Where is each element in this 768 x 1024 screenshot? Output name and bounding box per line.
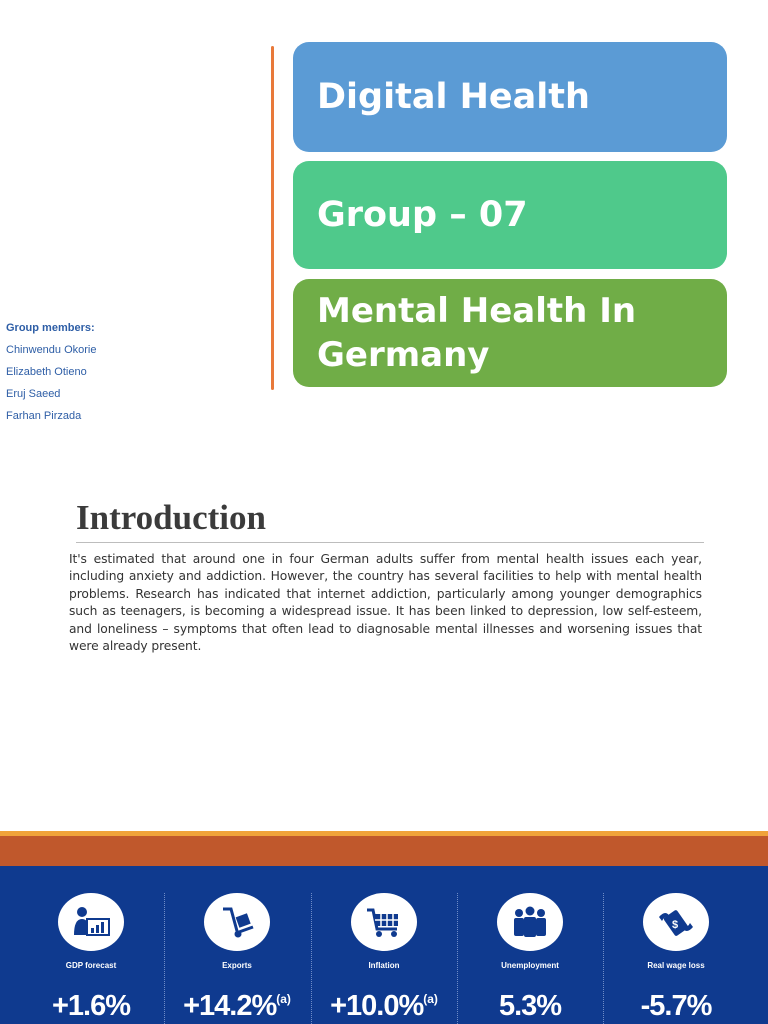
title-box-text-line2: Germany (317, 335, 490, 375)
group-members-heading: Group members: (6, 322, 95, 334)
kpi-label: Real wage loss (647, 961, 705, 970)
kpi-value: +14.2%$^{(a)}$ (183, 990, 291, 1022)
kpi-footnote: (a) (423, 992, 438, 1006)
kpi-real-wage-loss (603, 866, 749, 1024)
title-box-group (293, 161, 727, 269)
title-box-text: Group – 07 (317, 195, 528, 235)
flying-money-icon (643, 893, 709, 951)
intro-heading: Introduction (76, 498, 266, 537)
title-box-text-line1: Mental Health In (317, 291, 637, 331)
kpi-unemployment (457, 866, 603, 1024)
group-members (6, 322, 206, 431)
gdp-chart-icon (58, 893, 124, 951)
member-name: Chinwendu Okorie (6, 344, 97, 356)
people-group-icon (497, 893, 563, 951)
kpi-footnote: (a) (276, 992, 291, 1006)
kpi-value: +10.0%$^{(a)}$ (330, 990, 438, 1022)
kpi-label: Inflation (368, 961, 400, 970)
exports-cart-icon (204, 893, 270, 951)
intro-rule (76, 542, 704, 543)
shopping-cart-icon (351, 893, 417, 951)
kpi-value: 5.3% (498, 990, 562, 1022)
member-name: Farhan Pirzada (6, 410, 82, 422)
title-box-topic (293, 279, 727, 387)
kpi-gdp-forecast (18, 866, 164, 1024)
kpi-exports (164, 866, 310, 1024)
kpi-value: -5.7% (640, 990, 712, 1022)
intro-paragraph: It's estimated that around one in four German adults suffer from mental health issues each year, including anxiety and addiction. However, the country has several facilities to help with mental health problems. Research has indicated that internet addiction, particularly among younger demographics such as teenagers, is becoming a widespread issue. It has been linked to depression, low self-esteem, and loneliness – symptoms that often lead to diagnosable mental illnesses and worsening issues that were already present. (69, 552, 702, 654)
title-box-text: Digital Health (317, 77, 590, 117)
kpi-label: Unemployment (501, 961, 559, 970)
kpi-label: Exports (222, 961, 252, 970)
kpi-inflation (311, 866, 457, 1024)
rust-band (0, 836, 768, 866)
kpi-value: +1.6% (51, 990, 131, 1022)
vertical-divider (271, 46, 274, 390)
member-name: Elizabeth Otieno (6, 366, 87, 378)
member-name: Eruj Saeed (6, 388, 61, 400)
kpi-label: GDP forecast (65, 961, 117, 970)
title-box-digital-health (293, 42, 727, 152)
svg-text:$: $ (672, 919, 679, 931)
